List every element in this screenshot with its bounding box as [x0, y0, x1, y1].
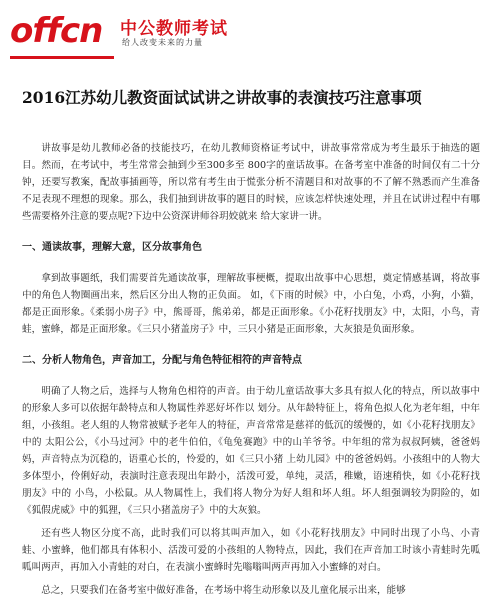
logo-mark: offcn — [10, 11, 103, 51]
offcn-logo — [10, 10, 230, 62]
section-2-heading: 二、分析人物角色，声音加工，分配与角色特征相符的声音特点 — [22, 355, 302, 366]
logo-name: 中公教师考试 — [120, 19, 228, 39]
section-1-heading: 一、通读故事，理解大意，区分故事角色 — [22, 242, 202, 253]
summary-paragraph: 总之，只要我们在备考室中做好准备，在考场中将生动形象以及儿童化展示出来，能够 — [41, 585, 406, 596]
intro-paragraph: 讲故事是幼儿教师必备的技能技巧，在幼儿教师资格证考试中，讲故事常常成为考生最乐于抽选的题目。然而，在考试中，考生常常会抽到少至300多至 800字的童话故事。在备考室中准备的时间仅有二十分钟，还要写教案，配故事插画等，所以常有考生由于慌张分析不清题目和对故事的不了解不熟悉而产生准备 不足表现不理想的现象。那么，我们抽到讲故事的题目的时候，应该怎样快速处理，并且在试讲过程中有哪些需要格外注意的要点呢?下边中公资深讲师谷玥姣就来 给大家讲一讲。 — [22, 143, 480, 222]
logo-slogan: 给人改变未来的力量 — [122, 38, 203, 47]
article-title: 2016江苏幼儿教资面试试讲之讲故事的表演技巧注意事项 — [22, 88, 422, 107]
logo-underline — [10, 56, 114, 59]
section-1-paragraph: 拿到故事题纸，我们需要首先通读故事，理解故事梗概，提取出故事中心思想，奠定情感基调，将故事中的角色人物圈画出来，然后区分出人物的正负面。 如，《下雨的时候》中，小白兔，小鸡，小狗，小猫，都是正面形象。《柔弱小房子》中，熊哥哥，熊弟弟，都是正面形象。《小花籽找朋友》中，太阳，小鸟，青蛙，蜜蜂，都是正面形象。《三只小猪盖房子》中，三只小猪是正面形象，大灰狼是负面形象。 — [22, 273, 480, 335]
article-body — [22, 140, 480, 599]
section-2-paragraph-1: 明确了人物之后，选择与人物角色相符的声音。由于幼儿童话故事大多具有拟人化的特点，所以故事中的形象人多可以依据年龄特点和人物属性养恶好坏作以 划分。从年龄特征上，将角色拟人化为老年组，中年组，小孩组。老人组的人物常被赋予老年人的特征，声音常常是慈祥的低沉的缓慢的，如《小花籽找朋友》中的 太阳公公，《小马过河》中的老牛伯伯，《龟兔赛跑》中的山羊爷爷。中年组的常为叔叔阿姨，爸爸妈妈，声音特点为沉稳的，语重心长的，怜爱的，如《三只小猪 上幼儿园》中的爸爸妈妈。小孩组中的人物大多体型小，伶俐好动，表演时注意表现出年龄小，活泼可爱，单纯，灵活，稚嫩，语速稍快，如《小花籽找朋友》中的 小鸟，小松鼠。从人物属性上，我们将人物分为好人组和坏人组。坏人组强调较为阴险的，如《狐假虎威》中的狐狸，《三只小猪盖房子》中的大灰狼。 — [22, 386, 480, 516]
section-2-paragraph-2: 还有些人物区分度不高，此时我们可以将其叫声加入，如《小花籽找朋友》中同时出现了小鸟、小青蛙、小蜜蜂，他们都具有体积小、活泼可爱的小孩组的人物特点，因此，我们在声音加工时该小青蛙时先呱呱叫两声，再加入小青蛙的对白，在表演小蜜蜂时先嗡嗡叫两声再加入小蜜蜂的对白。 — [22, 528, 480, 573]
